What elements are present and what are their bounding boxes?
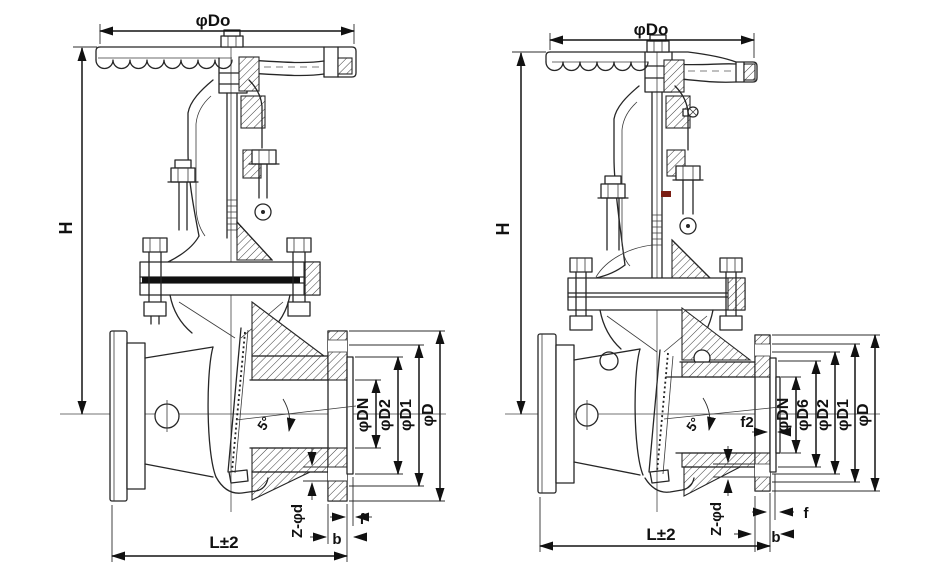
right-gate-wedge bbox=[649, 350, 673, 483]
left-handwheel-rim-section bbox=[338, 58, 352, 74]
left-dim-do-label: φDo bbox=[195, 11, 231, 30]
right-dim-h-label: H bbox=[493, 222, 513, 236]
right-gland-bolts bbox=[598, 166, 703, 250]
left-dim-d2-label: φD2 bbox=[377, 399, 394, 431]
right-dim-f2-label: f2 bbox=[740, 414, 754, 431]
right-dim-d6-label: φD6 bbox=[795, 399, 812, 431]
left-dim-f-label: f bbox=[359, 511, 365, 528]
left-dim-h-label: H bbox=[56, 221, 76, 235]
right-valve-drawing bbox=[493, 20, 880, 552]
right-handwheel-rim-section bbox=[744, 64, 755, 80]
right-bonnet-flange bbox=[568, 240, 745, 330]
left-bonnet-flange bbox=[140, 222, 320, 324]
right-dim-do-label: φDo bbox=[633, 20, 669, 39]
left-handwheel bbox=[96, 30, 356, 93]
left-gland-bolts bbox=[168, 150, 279, 230]
left-dim-angle-label: 5° bbox=[254, 413, 275, 434]
right-dim-dn-label: φDN bbox=[775, 397, 792, 433]
right-gland-bolt-nut bbox=[601, 184, 625, 198]
left-dim-z-label: Z-φd bbox=[289, 503, 306, 539]
right-dim-d-label: φD bbox=[855, 403, 872, 427]
right-dim-f-label: f bbox=[803, 505, 809, 522]
left-stem-nut bbox=[221, 36, 243, 47]
left-dim-l-label: L±2 bbox=[209, 533, 239, 552]
left-raised-face bbox=[347, 357, 353, 474]
right-stem-nut bbox=[647, 41, 669, 52]
left-gland-bolt-nut bbox=[171, 168, 195, 182]
left-dim-d1-label: φD1 bbox=[398, 399, 415, 431]
left-end-flange-right bbox=[328, 331, 353, 501]
right-dim-l-label: L±2 bbox=[646, 525, 676, 544]
right-valve-body bbox=[538, 308, 780, 496]
left-dim-b-label: b bbox=[332, 531, 342, 548]
right-dim-angle-label: 5° bbox=[683, 414, 704, 435]
right-dim-d1-label: φD1 bbox=[835, 399, 852, 431]
right-stem-seal-mark bbox=[661, 191, 671, 197]
left-bonnet-gasket bbox=[142, 277, 300, 283]
left-valve-drawing bbox=[56, 11, 446, 562]
left-dim-dn-label: φDN bbox=[355, 397, 372, 433]
right-dim-z-label: Z-φd bbox=[708, 501, 725, 537]
right-dim-b-label: b bbox=[771, 529, 781, 546]
left-valve-body bbox=[110, 295, 353, 501]
left-dim-d-label: φD bbox=[420, 403, 437, 427]
right-handwheel bbox=[546, 35, 757, 92]
right-dim-d2-label: φD2 bbox=[815, 399, 832, 431]
